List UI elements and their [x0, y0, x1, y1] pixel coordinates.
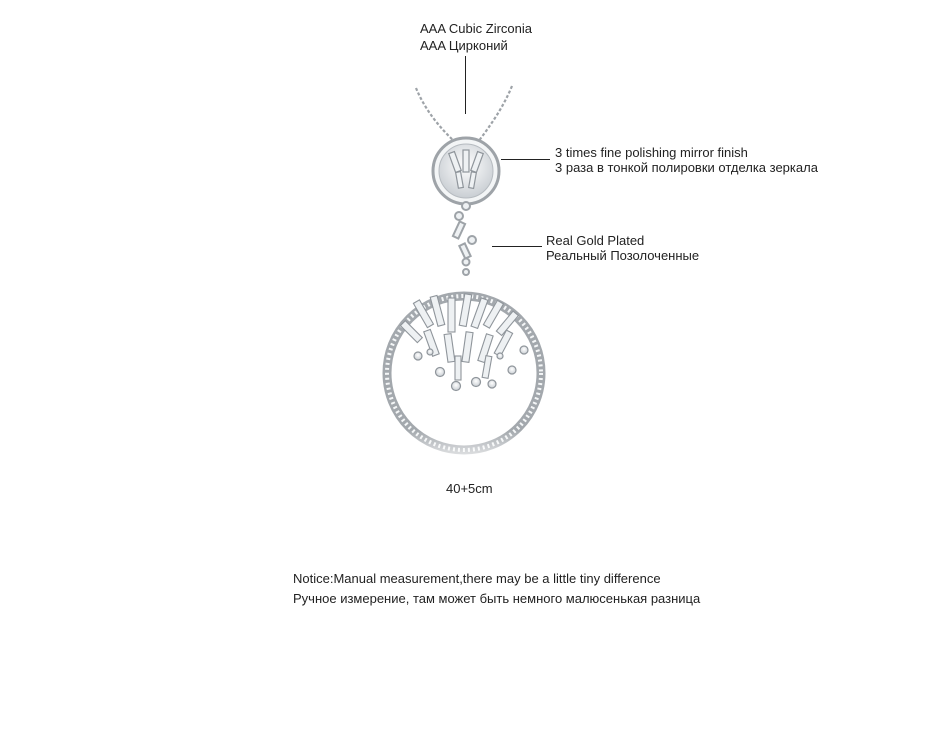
plated-leader-line: [492, 246, 542, 247]
zigzag-connector: [453, 202, 476, 275]
baguette-branches: [400, 294, 518, 380]
plated-callout-en: Real Gold Plated: [546, 233, 645, 248]
zirconia-leader-line: [465, 56, 466, 114]
zirconia-callout-en: AAA Cubic Zirconia: [420, 21, 532, 36]
polish-leader-line: [501, 159, 550, 160]
bail-disc: [433, 138, 499, 204]
size-label: 40+5cm: [446, 481, 493, 496]
plated-callout-ru: Реальный Позолоченные: [546, 248, 700, 263]
reflection-fade: [380, 430, 550, 465]
notice-en: Notice:Manual measurement,there may be a little tiny difference: [293, 571, 661, 586]
notice-ru: Ручное измерение, там может быть немного малюсенькая разница: [293, 591, 701, 606]
polish-callout-en: 3 times fine polishing mirror finish: [555, 145, 748, 160]
zirconia-callout-ru: AAA Цирконий: [420, 38, 508, 53]
polish-callout-ru: 3 раза в тонкой полировки отделка зеркала: [555, 160, 818, 175]
chain: [416, 86, 512, 142]
accent-stones: [414, 346, 528, 391]
